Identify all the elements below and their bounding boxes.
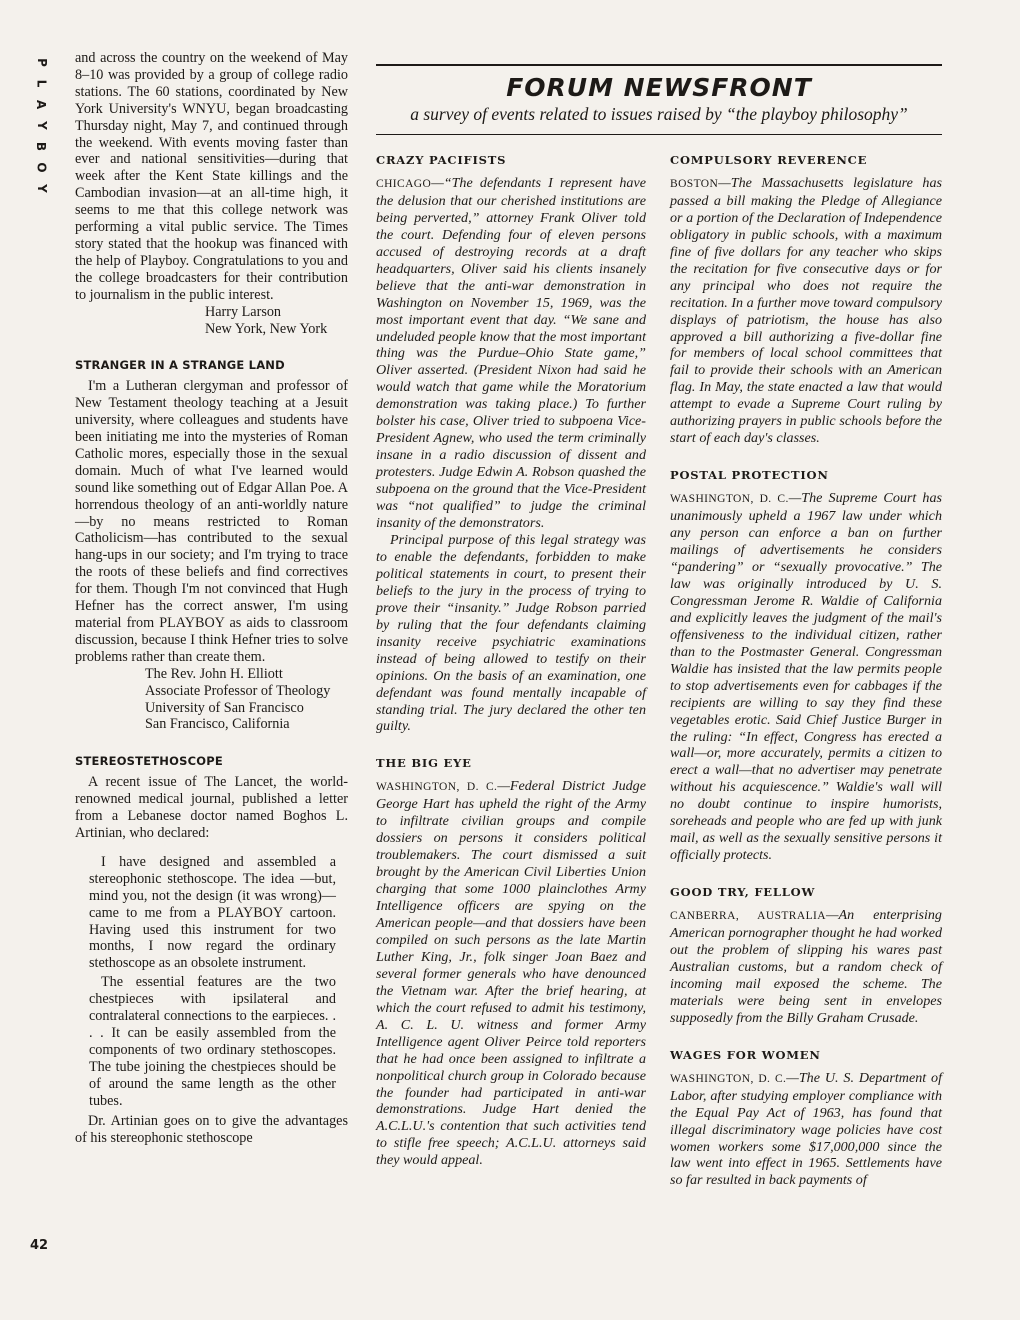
news-heading: CRAZY PACIFISTS [376,153,507,167]
signature-line: New York, New York [205,320,328,337]
letter-body: I'm a Lutheran clergyman and professor of New Testament theology teaching at a Jesuit university, where colleagues and students have been initiating me into the mysteries of Roman Catholic mores, especially those in the sexual domain. Much of what I've learned would sound like something out of Edgar Allan Poe. A horrendous theology of an anti-worldly nature—by no means restricted to Roman Catholicism—has contributed to the sexual hang-ups in our society; and I'm trying to trace the roots of these beliefs and find correctives for them. Though I'm not convinced that Hugh Hefner has the correct answer, I'm using material from PLAYBOY as aids to classroom discussion, because I think Hefner tries to solve problems rather than create them. [75,378,348,665]
letter-signature [145,666,348,734]
signature-line: San Francisco, California [145,716,290,733]
letter-body: and across the country on the weekend of May 8–10 was provided by a group of college radio stations. The 60 stations, coordinated by New York University's WNYU, began broadcasting Thursday night, May 7, and continued through the weekend. With events moving faster than ever and national sensitivities—during that week after the Kent State killings and the Cambodian invasion—at an all-time high, it seems to me that this college network was performing a vital public service. The Times story stated that the hookup was financed with the help of Playboy. Congratulations to you and the college broadcasters for their contribution to journalism in the public interest. [75,50,348,303]
quote-paragraph: I have designed and assembled a stereophonic stethoscope. The idea —but, mind you, not the design (it was wrong)—came to me from a PLAYBOY cartoon. Having used this instrument for two months, I now regard the ordinary stethoscope as an obsolete instrument. [89,853,336,972]
news-text: —“The defendants I represent have the delusion that our cherished institutions are being perverted,” attorney Frank Oliver told the court. Defending four of eleven persons accused of destroying records at a draft headquarters, Oliver said his clients insanely believe that the anti-war demonstration in Washington on November 15, 1969, was the most important event that day. “We sane and undeluded people know that the most important thing was the Purdue–Ohio State game,” Oliver asserted. (President Nixon had said he would watch that game while the Moratorium demonstration was taking place.) To further bolster his case, Oliver tried to subpoena Vice-President Agnew, who used the term criminally insane in a radio discussion of dissent and protesters. Judge Edwin A. Robson quashed the subpoena on the ground that the Vice-President was “not qualified” to judge the criminal insanity of the demonstrators. [376,174,646,532]
news-heading: COMPULSORY REVERENCE [670,153,868,167]
news-text: —The U. S. Department of Labor, after studying employer compliance with the Equal Pay Act of 1963, has found that illegal discriminatory wage policies have cost women workers some $17,000,000 since the law went into effect in 1965. Settlements have so far resulted in back payments of [670,1069,942,1189]
news-paragraph [670,490,942,864]
masthead-letter: A [34,99,49,110]
masthead-letter: Y [34,121,49,130]
vertical-masthead [30,52,52,199]
news-item [670,467,942,864]
forum-column-right [670,152,942,1189]
masthead-letter: L [34,79,49,88]
signature-line: The Rev. John H. Elliott [145,665,283,682]
news-item [670,884,942,1027]
signature-line: Associate Professor of Theology [145,682,331,699]
news-paragraph [376,175,646,532]
forum-column-left [376,152,646,1169]
news-heading: THE BIG EYE [376,756,472,771]
news-text: —The Supreme Court has unanimously upheld a 1967 law under which any person can enforce a ban on further mailings of advertisements he considers “pandering” or “sexually provocative.” The law was originally introduced by U. S. Congressman Jerome R. Waldie of California and explicitly leaves the judgment of the mail's offensiveness to the individual citizen, rather than to the Postmaster General. Congressman Waldie has insisted that the law permits people to stop advertisements even for cabbages if the recipients are willing to say they find these vegetables erotic. Said Chief Justice Burger in the ruling: “In effect, Congress has erected a wall—or, more accurately, permits a citizen to erect a wall—that no advertiser may penetrate without his acquiescence.” Waldie's wall will no doubt continue to inspire humorists, soreheads and people who are fed up with junk mail, as well as the sexually sensitive persons it officially protects. [670,490,942,864]
signature-line: University of San Francisco [145,699,304,716]
news-text: —Federal District Judge George Hart has upheld the right of the Army to infiltrate civilian groups and compile dossiers on persons it considers political troublemakers. The court dismissed a suit brought by the American Civil Liberties Union charging that some 1000 plainclothes Army Intelligence officers are spying on the American people—and that dossiers have been compiled on such persons as the late Martin Luther King, Jr., folk singer Joan Baez and several former generals who have denounced the Vietnam war. After the brief hearing, at which the court refused to admit his testimony, A. C. L. U. witness and former Army Intelligence agent Oliver Peirce told reporters that he had once been assigned to infiltrate a nonpolitical church group in Colorado because the founder had participated in anti-war demonstrations. Judge Hart denied the A.C.L.U.'s contention that such activities tend to stifle free speech; A.C.L.U. attorneys said they would appeal. [376,778,646,1169]
letter-signature [205,304,348,338]
news-text: —An enterprising American pornographer thought he had worked out the problem of slipping his wares past Australian customs, but a random check of incoming mail exposed the scheme. The materials were being sent in envelopes supposedly from the Billy Graham Crusade. [670,907,942,1026]
masthead-letter: O [34,162,49,173]
page-number: 42 [30,1238,49,1253]
news-paragraph: Principal purpose of this legal strategy was to enable the defendants, forbidden to make political statements in court, to present their beliefs to the jury in the process of trying to prove their “insanity.” Judge Robson parried by ruling that the four defendants claiming insanity receive psychiatric examinations instead of being allowed to testify on their opinions. On the basis of an examination, one defendant was found mentally incapable of standing trial. The jury declared the other ten guilty. [376,531,646,735]
dateline: WASHINGTON, D. C. [376,781,498,794]
dateline: BOSTON [670,177,719,190]
block-quote [89,854,336,1110]
signature-line: Harry Larson [205,303,282,320]
divider [376,134,942,135]
letter-body: A recent issue of The Lancet, the world-renowned medical journal, published a letter from a Lebanese doctor named Boghos L. Artinian, who declared: [75,774,348,841]
letter-heading: STRANGER IN A STRANGE LAND [75,358,285,373]
dateline: CANBERRA, AUSTRALIA [670,910,826,923]
dateline: WASHINGTON, D. C. [670,1072,787,1085]
forum-subtitle: a survey of events related to issues raised by “the playboy philosophy” [410,104,908,124]
news-paragraph [670,907,942,1027]
news-paragraph [670,175,942,447]
dateline: WASHINGTON, D. C. [670,493,789,506]
news-paragraph [670,1070,942,1190]
news-item [376,755,646,1169]
quote-paragraph: The essential features are the two chestpieces with ipsilateral and contralateral connections to the earpieces. . . . It can be easily assembled from the components of two ordinary stethoscopes. The tube joining the chestpieces should be of around the same length as the other tubes. [89,974,336,1109]
news-item [670,1047,942,1190]
dateline: CHICAGO [376,177,432,190]
masthead-letter: P [34,58,49,67]
news-heading: POSTAL PROTECTION [670,468,829,483]
news-paragraph [376,778,646,1169]
news-item [376,152,646,735]
masthead-letter: B [34,141,49,152]
forum-title: FORUM NEWSFRONT [506,73,812,102]
news-item [670,152,942,447]
forum-header [376,64,942,135]
news-heading: GOOD TRY, FELLOW [670,885,816,900]
letters-column [75,50,348,1147]
news-heading: WAGES FOR WOMEN [670,1047,821,1062]
news-text: —The Massachusetts legislature has passed a bill making the Pledge of Allegiance or a portion of the Declaration of Independence obligatory in public schools, with a maximum fine of five dollars for any teacher who skips the recitation for five consecutive days or for any principal who does not require the recitation. In a further move toward compulsory displays of patriotism, the house has also approved a bill authorizing a five-dollar fine for members of local school committees that fail to provide their schools with an American flag. In May, the state enacted a law that would attempt to evade a Supreme Court ruling by authorizing prayers in public schools before the start of each day's classes. [670,174,942,447]
letter-heading: STEREOSTETHOSCOPE [75,754,223,769]
masthead-letter: Y [34,184,49,193]
letter-body: Dr. Artinian goes on to give the advantages of his stereophonic stethoscope [75,1113,348,1147]
